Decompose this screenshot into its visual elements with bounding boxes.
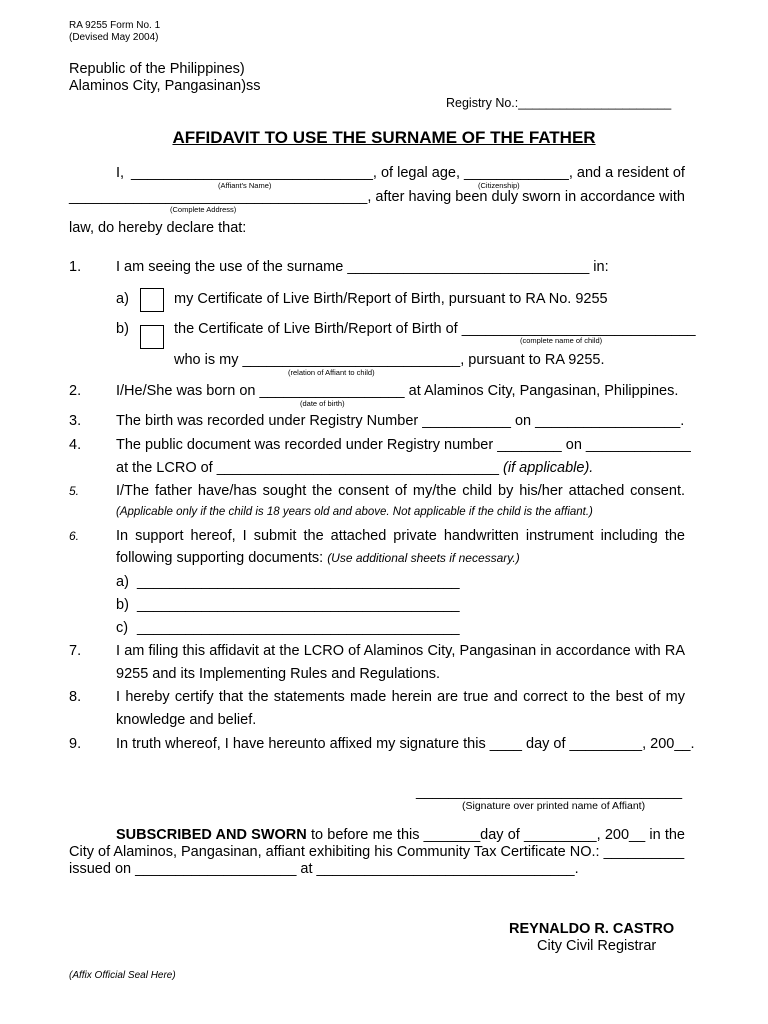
item-9-text: In truth whereof, I have hereunto affixed my signature this ____ day of _________, 200__. — [116, 736, 695, 752]
caption-address: (Complete Address) — [170, 205, 237, 214]
item-number-8: 8. — [69, 689, 82, 705]
support-a-line: ________________________________________ — [137, 574, 460, 590]
option-b-label: b) — [116, 321, 129, 337]
form-number: RA 9255 Form No. 1 — [69, 20, 161, 31]
item-number-4: 4. — [69, 437, 82, 453]
support-c-label: c) — [116, 620, 129, 636]
intro-i: I, — [116, 165, 125, 181]
jurat-line-1 — [116, 826, 685, 844]
item-5-text: I/The father have/has sought the consent of my/the child by his/her attached consent. — [116, 483, 685, 499]
item-7-line-2: 9255 and its Implementing Rules and Regulations. — [116, 666, 441, 682]
caption-relation: (relation of Affiant to child) — [288, 368, 375, 377]
registry-number: Registry No.:______________________ — [446, 96, 672, 110]
seal-note: (Affix Official Seal Here) — [69, 970, 176, 981]
option-a-label: a) — [116, 291, 129, 307]
item-4-lcro: at the LCRO of ___________________________________ — [116, 460, 499, 476]
item-4-line-1: The public document was recorded under Registry number ________ on _____________ — [116, 437, 691, 453]
caption-date-of-birth: (date of birth) — [300, 399, 345, 408]
city-line: Alaminos City, Pangasinan)ss — [69, 78, 261, 94]
item-6-line-1: In support hereof, I submit the attached private handwritten instrument including the — [116, 528, 685, 544]
jurat-subscribed: SUBSCRIBED AND SWORN — [116, 827, 307, 843]
item-number-3: 3. — [69, 413, 82, 429]
item-7-line-1: I am filing this affidavit at the LCRO of Alaminos City, Pangasinan in accordance with RA — [116, 643, 685, 659]
registrar-title: City Civil Registrar — [537, 938, 657, 954]
item-3-text: The birth was recorded under Registry Number ___________ on __________________. — [116, 413, 685, 429]
intro-line-3: law, do hereby declare that: — [69, 220, 247, 236]
caption-affiant-name: (Affiant's Name) — [218, 181, 272, 190]
item-number-7: 7. — [69, 643, 82, 659]
registrar-name: REYNALDO R. CASTRO — [509, 921, 675, 937]
item-number-5: 5. — [69, 484, 80, 498]
item-6-line-2 — [116, 549, 520, 567]
signature-line: _________________________________ — [416, 784, 683, 800]
support-c-line: ________________________________________ — [137, 620, 460, 636]
jurat-line-1-text: to before me this _______day of _________, 200__ in the — [306, 827, 685, 843]
item-6-supporting: following supporting documents: — [116, 550, 324, 566]
option-a-checkbox[interactable] — [140, 288, 164, 312]
caption-citizenship: (Citizenship) — [478, 181, 520, 190]
option-b-checkbox[interactable] — [140, 325, 164, 349]
item-number-9: 9. — [69, 736, 82, 752]
intro-line-1: ______________________________, of legal age, _____________, and a resident of — [131, 165, 685, 181]
item-8-line-2: knowledge and belief. — [116, 712, 257, 728]
republic-line: Republic of the Philippines) — [69, 61, 245, 77]
item-6-note: (Use additional sheets if necessary.) — [327, 551, 520, 565]
item-2-text: I/He/She was born on __________________ at Alaminos City, Pangasinan, Philippines. — [116, 383, 679, 399]
support-a-label: a) — [116, 574, 129, 590]
item-8-line-1: I hereby certify that the statements made herein are true and correct to the best of my — [116, 689, 685, 705]
option-b-line-2: who is my ___________________________, pursuant to RA 9255. — [174, 352, 605, 368]
intro-line-2: _____________________________________, after having been duly sworn in accordance with — [69, 189, 685, 205]
item-number-2: 2. — [69, 383, 82, 399]
option-a-text: my Certificate of Live Birth/Report of Birth, pursuant to RA No. 9255 — [174, 291, 608, 307]
jurat-line-2: City of Alaminos, Pangasinan, affiant exhibiting his Community Tax Certificate NO.: __________ — [69, 844, 685, 860]
item-1-text: I am seeing the use of the surname ______________________________ in: — [116, 259, 609, 275]
signature-caption: (Signature over printed name of Affiant) — [462, 800, 646, 812]
support-b-line: ________________________________________ — [137, 597, 460, 613]
item-4-if-applicable: (if applicable). — [503, 460, 594, 476]
item-number-6: 6. — [69, 529, 80, 543]
caption-child-name: (complete name of child) — [520, 336, 603, 345]
item-4-line-2 — [116, 459, 593, 477]
item-5-note: (Applicable only if the child is 18 years old and above. Not applicable if the child is the affiant.) — [116, 506, 593, 518]
option-b-text: the Certificate of Live Birth/Report of Birth of _____________________________ — [174, 321, 696, 337]
devised-date: (Devised May 2004) — [69, 32, 159, 43]
item-number-1: 1. — [69, 259, 82, 275]
support-b-label: b) — [116, 597, 129, 613]
jurat-line-3: issued on ____________________ at ________________________________. — [69, 861, 579, 877]
page-title: AFFIDAVIT TO USE THE SURNAME OF THE FATHER — [172, 128, 596, 147]
